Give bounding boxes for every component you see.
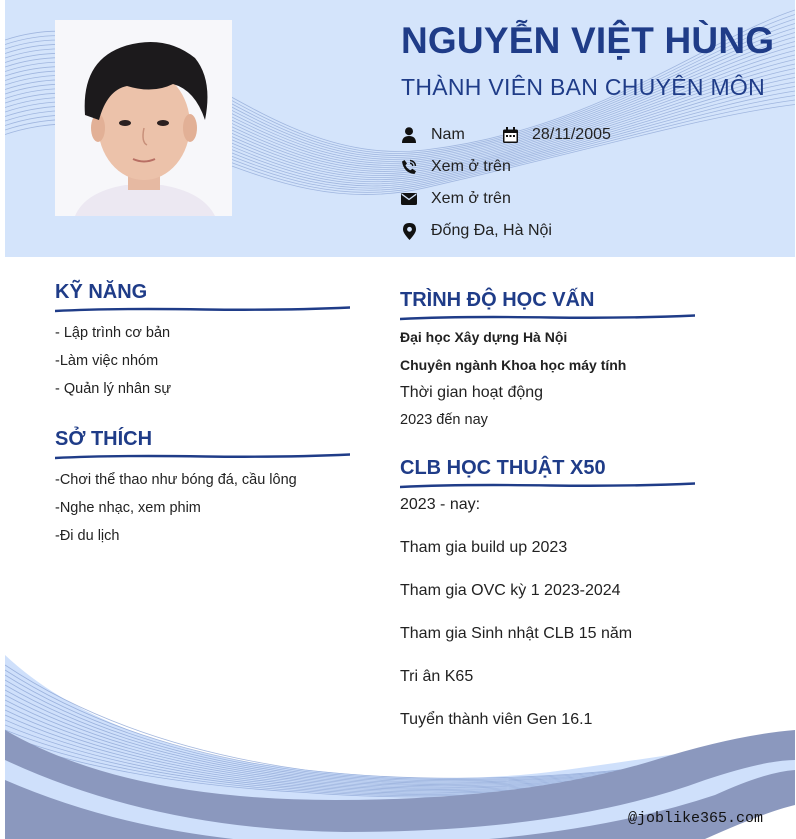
phone-value: Xem ở trên — [431, 158, 511, 175]
address-value: Đống Đa, Hà Nội — [431, 222, 552, 239]
club-item: Tri ân K65 — [400, 668, 474, 685]
education-heading: TRÌNH ĐỘ HỌC VẤN — [400, 289, 595, 311]
candidate-name: NGUYỄN VIỆT HÙNG — [401, 20, 775, 61]
education-period-label: Thời gian hoạt động — [400, 384, 544, 401]
skill-item: - Lập trình cơ bản — [55, 325, 171, 341]
watermark: @joblike365.com — [627, 810, 763, 827]
education-major: Chuyên ngành Khoa học máy tính — [400, 357, 627, 373]
club-heading: CLB HỌC THUẬT X50 — [400, 457, 606, 479]
education-period: 2023 đến nay — [400, 412, 488, 428]
hobby-item: -Chơi thể thao như bóng đá, cầu lông — [55, 472, 297, 488]
club-item: Tuyển thành viên Gen 16.1 — [400, 711, 593, 728]
hobby-item: -Nghe nhạc, xem phim — [55, 500, 201, 516]
club-item: Tham gia build up 2023 — [400, 539, 568, 556]
hobbies-heading-underline — [55, 452, 350, 462]
candidate-role: THÀNH VIÊN BAN CHUYÊN MÔN — [401, 74, 766, 100]
email-value: Xem ở trên — [431, 190, 511, 207]
club-heading-underline — [400, 481, 695, 491]
skill-item: - Quản lý nhân sự — [55, 381, 172, 397]
club-item: 2023 - nay: — [400, 496, 481, 513]
birthdate-value: 28/11/2005 — [532, 126, 611, 143]
skills-heading-underline — [55, 305, 350, 315]
hobby-item: -Đi du lịch — [55, 528, 120, 544]
hobbies-heading: SỞ THÍCH — [55, 428, 153, 450]
club-item: Tham gia Sinh nhật CLB 15 năm — [400, 625, 633, 642]
skill-item: -Làm việc nhóm — [55, 353, 159, 369]
education-heading-underline — [400, 313, 695, 323]
cv-page — [5, 0, 795, 839]
skills-heading: KỸ NĂNG — [55, 281, 148, 303]
education-school: Đại học Xây dựng Hà Nội — [400, 329, 568, 345]
club-item: Tham gia OVC kỳ 1 2023-2024 — [400, 582, 621, 599]
gender-value: Nam — [431, 126, 465, 143]
